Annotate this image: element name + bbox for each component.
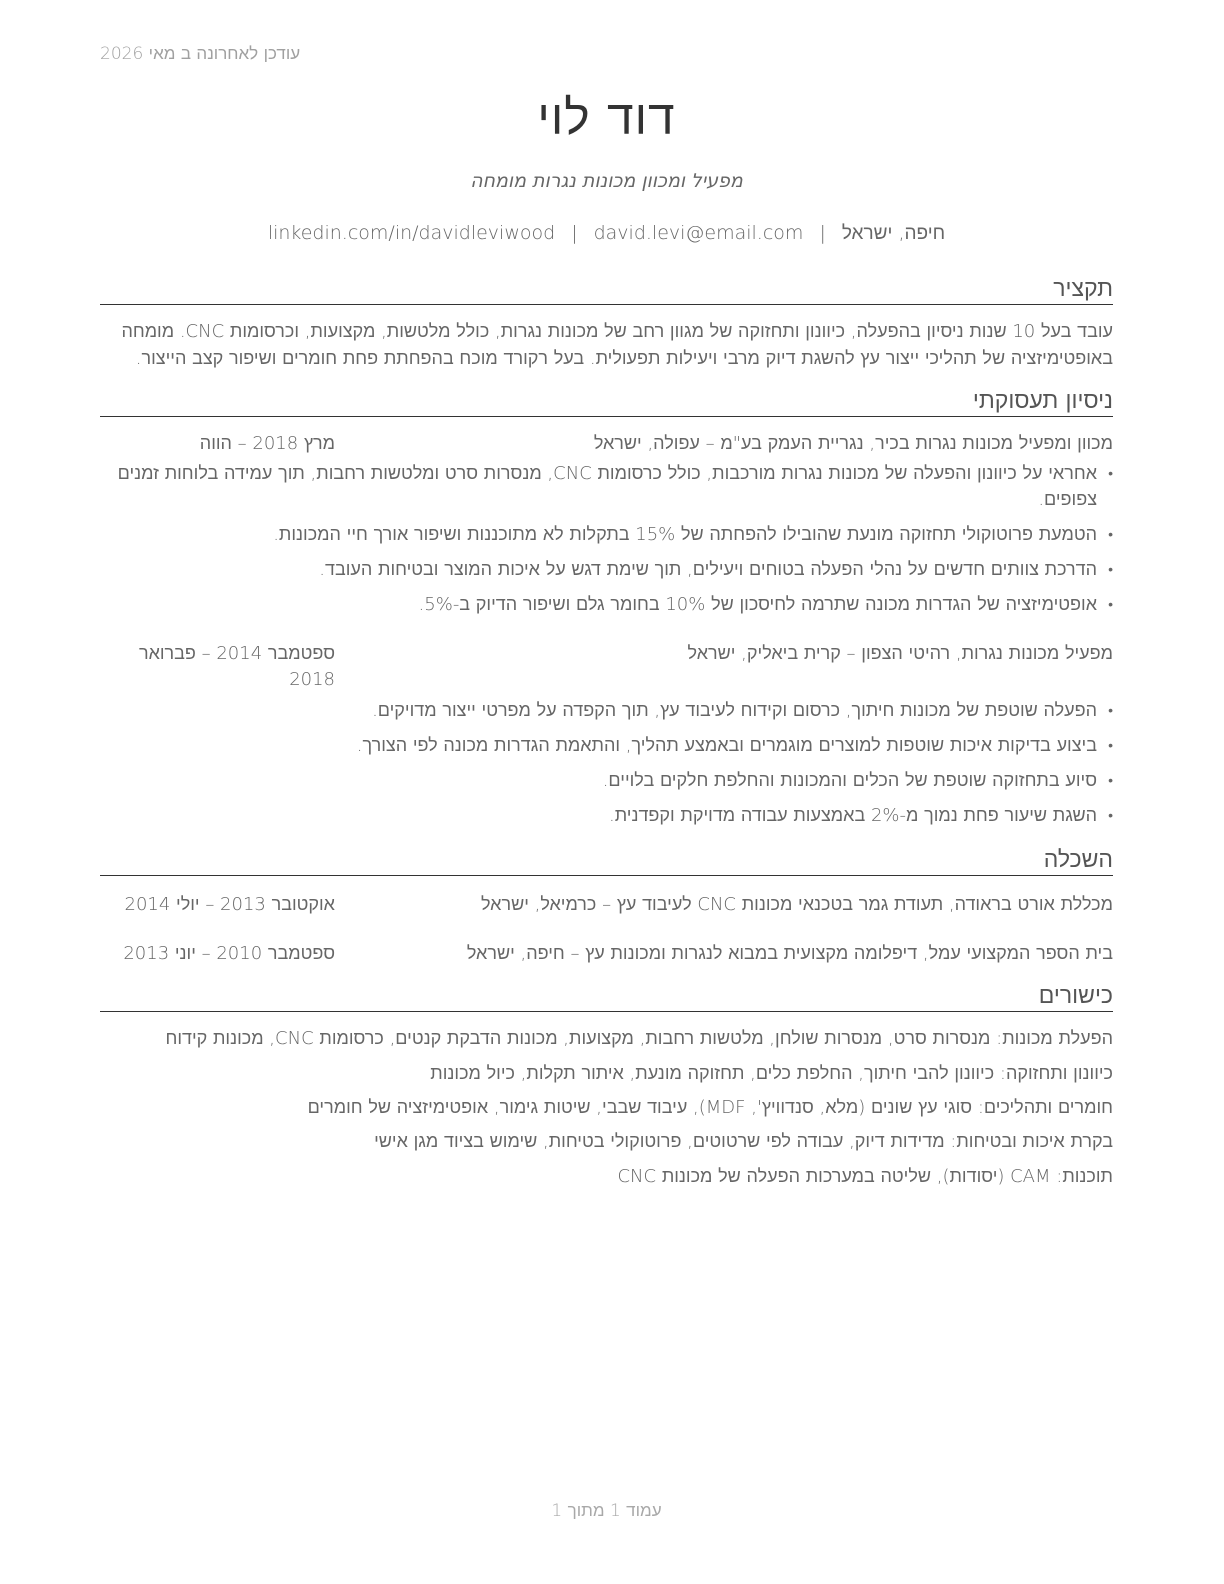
job-bullets (100, 698, 1113, 838)
skill-line: תוכנות: CAM (יסודות), שליטה במערכות הפעלה של מכונות CNC (617, 1166, 1113, 1187)
list-item: • אופטימיזציה של הגדרות מכונה שתרמה לחיסכון של 10% בחומר גלם ושיפור הדיוק ב-5%. (100, 592, 1113, 618)
linkedin-link[interactable]: linkedin.com/in/davidleviwood (267, 222, 556, 244)
location: חיפה, ישראל (841, 222, 946, 244)
job-role: מפעיל מכונות נגרות, רהיטי הצפון – קרית ביאליק, ישראל (687, 643, 1113, 664)
resume-page (100, 0, 1113, 1584)
contact-separator: | (819, 222, 826, 244)
education-text: מכללת אורט בראודה, תעודת גמר בטכנאי מכונות CNC לעיבוד עץ – כרמיאל, ישראל (480, 894, 1113, 915)
email-link[interactable]: david.levi@email.com (593, 222, 804, 244)
education-dates: ספטמבר 2010 – יוני 2013 (123, 943, 335, 964)
list-item: • השגת שיעור פחת נמוך מ-2% באמצעות עבודה מדויקת וקפדנית. (100, 803, 1113, 829)
job-dates: ספטמבר 2014 – פברואר 2018 (138, 643, 335, 690)
skill-line: חומרים ותהליכים: סוגי עץ שונים (מלא, סנדוויץ', MDF), עיבוד שבבי, שיטות גימור, אופטימיזציה של חומרים (307, 1097, 1113, 1118)
education-dates: אוקטובר 2013 – יולי 2014 (124, 894, 335, 915)
list-item: • הטמעת פרוטוקולי תחזוקה מונעת שהובילו להפחתה של 15% בתקלות לא מתוכננות ושיפור אורך חיי המכונות. (100, 522, 1113, 548)
job-bullets (100, 461, 1113, 627)
summary-heading: תקציר (100, 275, 1113, 305)
education-heading: השכלה (100, 846, 1113, 876)
page-number: עמוד 1 מתוך 1 (551, 1501, 662, 1521)
list-item: • אחראי על כיוונון והפעלה של מכונות נגרות מורכבות, כולל כרסומות CNC, מנסרות סרט ומלטשות רחבות, תוך עמידה בלוחות זמנים צפופים. (100, 461, 1113, 513)
candidate-title: מפעיל ומכוון מכונות נגרות מומחה (470, 170, 743, 192)
contact-line (100, 222, 1113, 245)
candidate-name: דוד לוי (537, 90, 676, 146)
skill-line: כיוונון ותחזוקה: כיוונון להבי חיתוך, החלפת כלים, תחזוקה מונעת, איתור תקלות, כיול מכונות (430, 1063, 1113, 1084)
summary-text: עובד בעל 10 שנות ניסיון בהפעלה, כיוונון ותחזוקה של מגוון רחב של מכונות נגרות, כולל מלטשות, מקצועות, וכרסומות CNC. מומחה באופטימיזציה של תהליכי ייצור עץ להשגת דיוק מרבי ויעילות תפעולית. בעל רקורד מוכח בהפחתת פחת חומרים ושיפור קצב הייצור. (121, 321, 1113, 369)
contact-separator: | (571, 222, 578, 244)
job-role: מכוון ומפעיל מכונות נגרות בכיר, נגריית העמק בע"מ – עפולה, ישראל (593, 433, 1113, 454)
last-updated: עודכן לאחרונה ב מאי 2026 (100, 44, 301, 64)
list-item: • סיוע בתחזוקה שוטפת של הכלים והמכונות והחלפת חלקים בלויים. (100, 768, 1113, 794)
list-item: • הפעלה שוטפת של מכונות חיתוך, כרסום וקידוח לעיבוד עץ, תוך הקפדה על מפרטי ייצור מדויקים. (100, 698, 1113, 724)
skills-heading: כישורים (100, 982, 1113, 1012)
experience-heading: ניסיון תעסוקתי (100, 387, 1113, 417)
list-item: • הדרכת צוותים חדשים על נהלי הפעלה בטוחים ויעילים, תוך שימת דגש על איכות המוצר ובטיחות העובד. (100, 557, 1113, 583)
education-text: בית הספר המקצועי עמל, דיפלומה מקצועית במבוא לנגרות ומכונות עץ – חיפה, ישראל (466, 943, 1113, 964)
skill-line: הפעלת מכונות: מנסרות סרט, מנסרות שולחן, מלטשות רחבות, מקצועות, מכונות הדבקת קנטים, כרסומות CNC, מכונות קידוח (165, 1028, 1113, 1049)
skill-line: בקרת איכות ובטיחות: מדידות דיוק, עבודה לפי שרטוטים, פרוטוקולי בטיחות, שימוש בציוד מגן אישי (374, 1131, 1113, 1152)
job-dates: מרץ 2018 – הווה (199, 433, 335, 454)
list-item: • ביצוע בדיקות איכות שוטפות למוצרים מוגמרים ובאמצע תהליך, והתאמת הגדרות מכונה לפי הצורך. (100, 733, 1113, 759)
